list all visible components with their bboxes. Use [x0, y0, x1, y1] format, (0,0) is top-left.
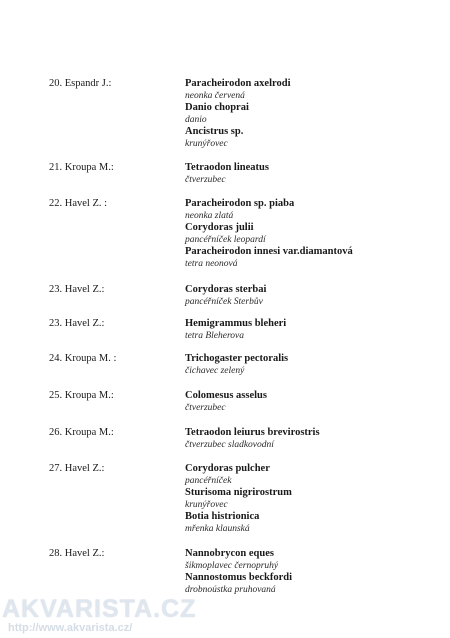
entry-person: Havel Z.: — [64, 284, 105, 295]
entry-number: 27. — [49, 463, 63, 474]
watermark-url: http://www.akvarista.cz/ — [8, 622, 133, 634]
species-common-name: tetra neonová — [185, 259, 238, 269]
species-scientific-name: Corydoras julii — [185, 222, 254, 233]
species-list — [185, 390, 445, 414]
species-common-name: šikmoplavec černopruhý — [185, 561, 279, 571]
entry-number: 22. — [49, 198, 63, 209]
entry-number: 26. — [49, 427, 63, 438]
species-scientific-name: Botia histrionica — [185, 511, 260, 522]
species-common-name: pancéřníček leopardí — [185, 235, 266, 245]
entry-person: Kroupa M.: — [64, 162, 114, 173]
species-common-name: danio — [185, 115, 207, 125]
species-scientific-name: Tetraodon lineatus — [185, 162, 269, 173]
species-list — [185, 463, 445, 535]
species-scientific-name: Nannostomus beckfordi — [185, 572, 293, 583]
species-list — [185, 198, 445, 270]
entry-number-person — [49, 390, 114, 402]
entry-number-person — [49, 198, 107, 210]
species-common-name: drobnoústka pruhovaná — [185, 585, 276, 595]
species-list — [185, 78, 445, 150]
species-common-name: krunýřovec — [185, 500, 228, 510]
entry-number: 21. — [49, 162, 63, 173]
entry-person: Kroupa M.: — [64, 427, 114, 438]
species-common-name: tetra Bleherova — [185, 331, 245, 341]
entry-number: 25. — [49, 390, 63, 401]
species-scientific-name: Hemigrammus bleheri — [185, 318, 287, 329]
entry-person: Kroupa M.: — [64, 390, 114, 401]
species-scientific-name: Paracheirodon axelrodi — [185, 78, 291, 89]
species-scientific-name: Corydoras sterbai — [185, 284, 267, 295]
entry-number-person — [49, 318, 104, 330]
entry-number: 23. — [49, 284, 63, 295]
entry-number-person — [49, 78, 111, 90]
species-scientific-name: Nannobrycon eques — [185, 548, 274, 559]
species-common-name: pancéřníček — [185, 476, 232, 486]
species-common-name: čtverzubec sladkovodní — [185, 440, 274, 450]
species-common-name: neonka zlatá — [185, 211, 234, 221]
entry-number: 28. — [49, 548, 63, 559]
entry-person: Kroupa M. : — [64, 353, 117, 364]
watermark-brand: AKVARISTA.CZ — [2, 595, 197, 623]
entry-number-person — [49, 353, 116, 365]
entry-number-person — [49, 284, 104, 296]
species-scientific-name: Corydoras pulcher — [185, 463, 270, 474]
entry-number-person — [49, 162, 114, 174]
entry-number: 24. — [49, 353, 63, 364]
species-common-name: čichavec zelený — [185, 366, 245, 376]
entry-person: Havel Z.: — [64, 548, 105, 559]
species-scientific-name: Danio choprai — [185, 102, 249, 113]
species-scientific-name: Sturisoma nigrirostrum — [185, 487, 292, 498]
entry-person: Havel Z.: — [64, 318, 105, 329]
species-common-name: krunýřovec — [185, 139, 228, 149]
species-scientific-name: Paracheirodon sp. piaba — [185, 198, 295, 209]
species-common-name: neonka červená — [185, 91, 245, 101]
species-common-name: čtverzubec — [185, 175, 226, 185]
species-common-name: čtverzubec — [185, 403, 226, 413]
species-list — [185, 548, 445, 596]
species-scientific-name: Tetraodon leiurus brevirostris — [185, 427, 320, 438]
species-common-name: mřenka klaunská — [185, 524, 250, 534]
species-scientific-name: Paracheirodon innesi var.diamantová — [185, 246, 353, 257]
species-common-name: pancéřníček Sterbův — [185, 297, 263, 307]
species-list — [185, 427, 445, 451]
entry-person: Havel Z. : — [64, 198, 108, 209]
entry-number: 20. — [49, 78, 63, 89]
entry-person: Espandr J.: — [64, 78, 112, 89]
entry-number-person — [49, 463, 104, 475]
entry-number-person — [49, 427, 114, 439]
entry-number: 23. — [49, 318, 63, 329]
species-list — [185, 353, 445, 377]
species-list — [185, 162, 445, 186]
species-list — [185, 318, 445, 342]
entry-number-person — [49, 548, 104, 560]
species-list — [185, 284, 445, 308]
species-scientific-name: Ancistrus sp. — [185, 126, 244, 137]
entry-person: Havel Z.: — [64, 463, 105, 474]
species-scientific-name: Trichogaster pectoralis — [185, 353, 289, 364]
species-scientific-name: Colomesus asselus — [185, 390, 267, 401]
